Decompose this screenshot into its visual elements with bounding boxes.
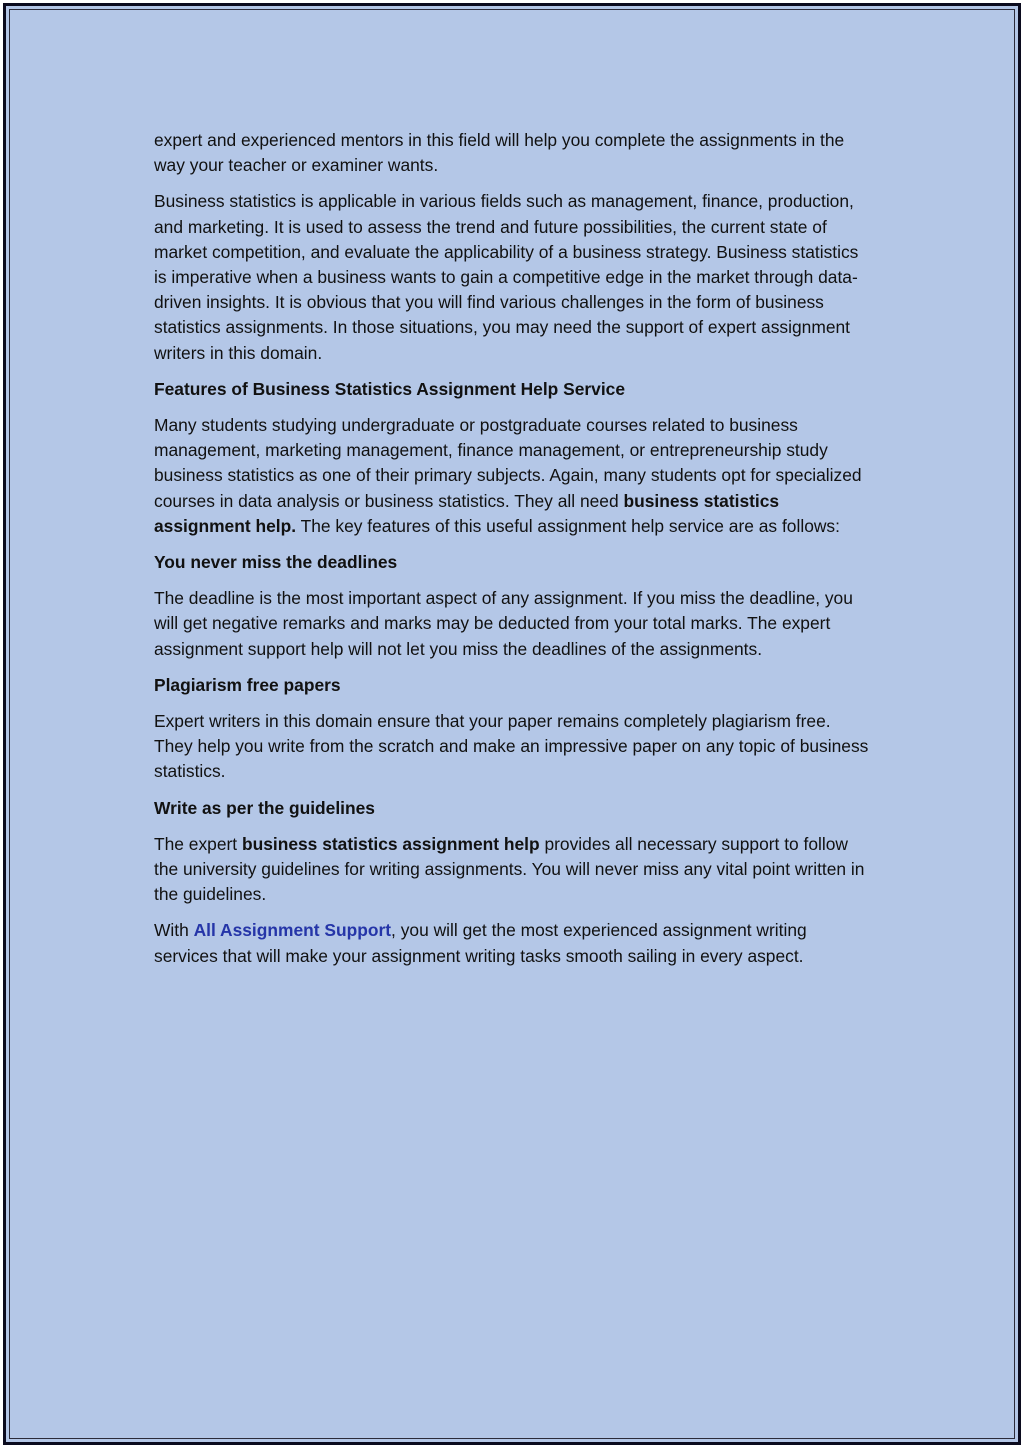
all-assignment-support-link[interactable]: All Assignment Support [193, 920, 392, 941]
bold-service-name: business statistics assignment help. [154, 490, 780, 536]
paragraph-deadlines: The deadline is the most important aspect of any assignment. If you miss the deadline, you will get negative remarks and marks may be deducted from your total marks. The expert assignment support help will not let you miss the deadlines of the assignments. [154, 588, 853, 659]
heading-features: Features of Business Statistics Assignment Help Service [154, 378, 625, 399]
paragraph-guidelines: The expert business statistics assignment help provides all necessary support to follow the university guidelines for writing assignments. You will never miss any vital point written in the guidelines. [154, 833, 865, 905]
paragraph-applications: Business statistics is applicable in various fields such as management, finance, production, and marketing. It is used to assess the trend and future possibilities, the current state of market competition, and evaluate the applicability of a business strategy. Business statistics is imperative when a business wants to gain a competitive edge in the market through data-driven insights. It is obvious that you will find various challenges in the form of business statistics assignments. In those situations, you may need the support of expert assignment writers in this domain. [154, 191, 859, 363]
heading-deadlines: You never miss the deadlines [154, 552, 398, 573]
paragraph-students: Many students studying undergraduate or postgraduate courses related to business management, marketing management, finance management, or entrepreneurship study business statistics as one of their primary subjects. Again, many students opt for specialized courses in data analysis or business statistics. They all need business statistics assignment help. The key features of this useful assignment help service are as follows: [154, 415, 862, 536]
paragraph-closing: With All Assignment Support, you will get the most experienced assignment writing services that will make your assignment writing tasks smooth sailing in every aspect. [154, 920, 807, 966]
heading-guidelines: Write as per the guidelines [154, 797, 375, 818]
document-body [154, 128, 870, 980]
paragraph-intro: expert and experienced mentors in this field will help you complete the assignments in the way your teacher or examiner wants. [154, 130, 845, 176]
bold-service-name: business statistics assignment help [241, 833, 540, 854]
document-page [3, 3, 1021, 1445]
paragraph-plagiarism: Expert writers in this domain ensure that your paper remains completely plagiarism free. They help you write from the scratch and make an impressive paper on any topic of business statistics. [154, 711, 869, 782]
heading-plagiarism: Plagiarism free papers [154, 674, 341, 695]
